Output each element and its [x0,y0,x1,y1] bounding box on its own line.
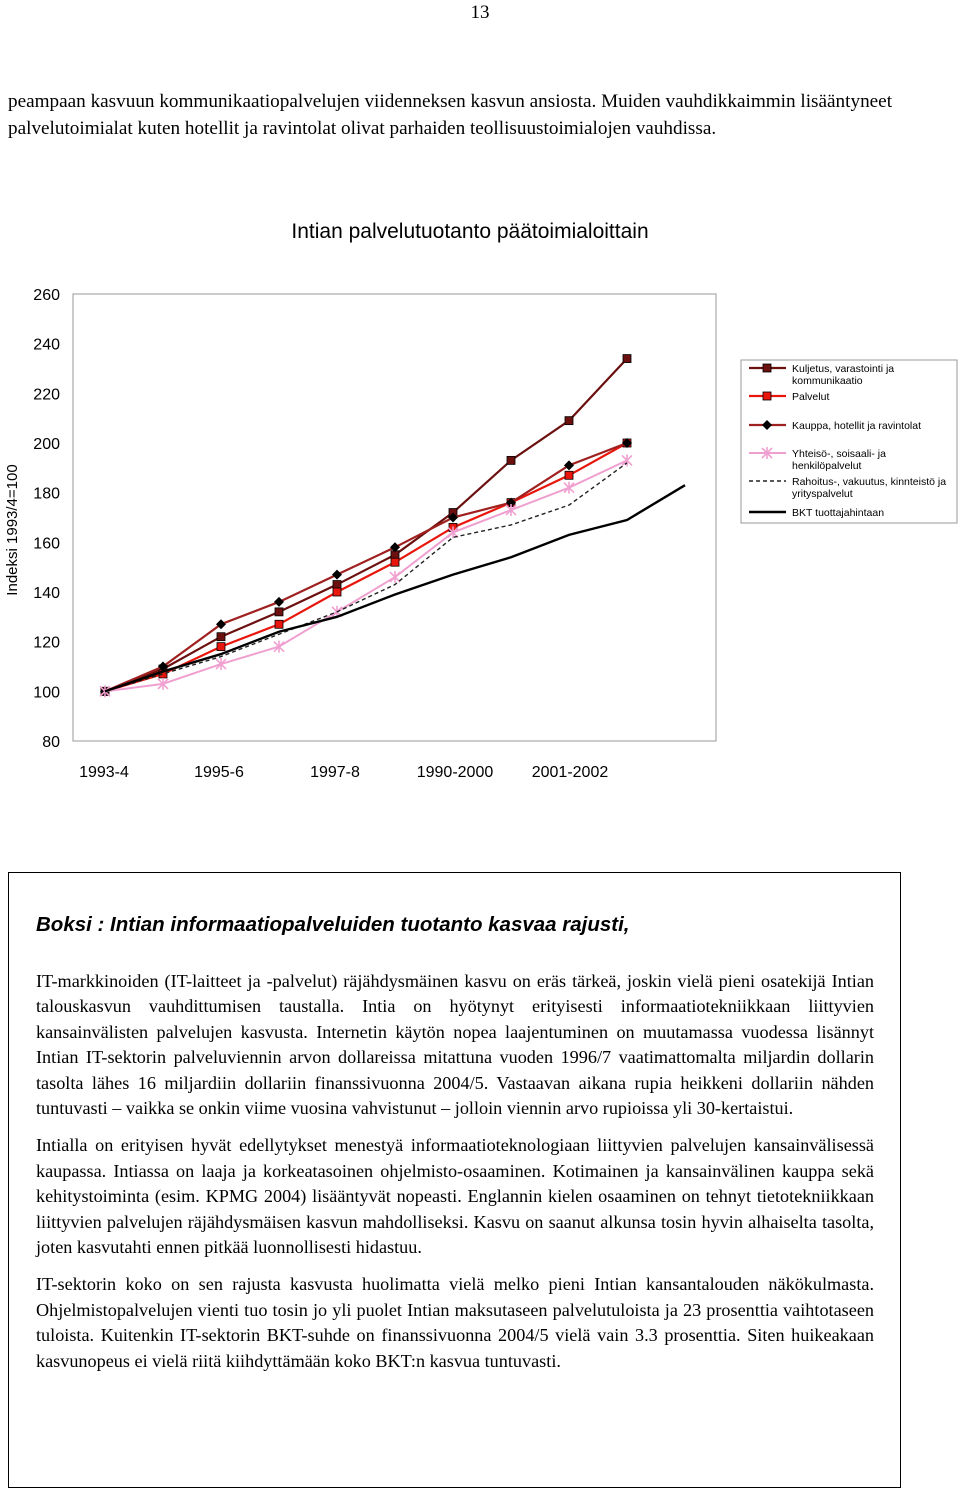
data-point-square [217,633,225,641]
x-tick-label: 1997-8 [310,764,360,781]
plot-area-frame [73,294,716,741]
data-point-star [622,454,632,466]
y-tick-label: 100 [33,684,60,702]
legend-label: Palvelut [792,391,830,403]
data-point-square [763,364,771,372]
x-tick-label: 2001-2002 [531,764,609,781]
y-tick-labels [33,287,60,751]
page-number: 13 [470,2,490,23]
data-point-square [217,643,225,651]
x-tick-labels [79,764,608,781]
data-point-star [216,658,226,670]
data-point-square [565,417,573,425]
box-paragraph-2: Intialla on erityisen hyvät edellytykset menestyä informaatioteknologiaan liittyvien palvelujen kansainvälisessä kaupassa. Intiassa on laaja ja korkeatasoinen ohjelmisto-osaaminen. Kotimainen ja kansainvälinen kauppa sekä kehitystoiminta (esim. KPMG 2004) lisääntyvät nopeasti. Englannin kielen osaaminen on tehnyt tietotekniikkaan liittyvien palvelujen räjähdysmäisen kasvun mahdolliseksi. Kasvu on saanut alkunsa tosin hyvin alhaiselta tasolta, joten kasvutahti ennen pitkää luonnollisesti hidastuu. [36,1135,874,1258]
y-tick-label: 120 [33,634,60,652]
data-point-diamond [332,570,342,580]
data-point-square [333,588,341,596]
x-tick-label: 1993-4 [79,764,129,781]
legend-label: Kuljetus, varastointi ja kommunikaatio [792,363,895,387]
legend-label: Yhteisö-, soisaali- ja henkilöpalvelut [792,448,886,472]
y-tick-label: 180 [33,485,60,503]
legend-label: Rahoitus-, vakuutus, kinnteistö ja yrityspalvelut [792,476,947,500]
data-point-star [564,482,574,494]
data-point-square [275,608,283,616]
box-body [36,969,874,1386]
data-point-square [333,581,341,589]
data-point-square [565,471,573,479]
data-point-square [623,355,631,363]
series-layer [100,355,685,698]
intro-paragraph: peampaan kasvuun kommunikaatiopalvelujen viidenneksen kasvun ansiosta. Muiden vauhdikkaimmin lisääntyneet palvelutoimialat kuten hotellit ja ravintolat olivat parhaiden teollisuustoimialojen vauhdissa. [8,91,893,139]
chart-title: Intian palvelutuotanto päätoimialoittain [291,220,649,243]
y-tick-label: 160 [33,535,60,553]
data-point-star [274,641,284,653]
y-tick-label: 200 [33,436,60,453]
data-point-square [507,456,515,464]
x-tick-label: 1990-2000 [416,764,494,781]
box-paragraph-3: IT-sektorin koko on sen rajusta kasvusta huolimatta vielä melko pieni Intian kansantalouden näkökulmasta. Ohjelmistopalvelujen vienti tuo tosin jo yli puolet Intian maksutaseen palvelutuloista ja 23 prosenttia vaihtotaseen tuloista. Kuitenkin IT-sektorin BKT-suhde on finanssivuonna 2004/5 vielä vain 3.3 prosenttia. Siten huikeakaan kasvunopeus ei vielä riitä kiihdyttämään koko BKT:n kasvua tuntuvasti. [36,1274,874,1371]
legend-label: BKT tuottajahintaan [792,507,885,519]
data-point-square [391,558,399,566]
data-point-diamond [274,597,284,607]
data-point-star [506,504,516,516]
y-tick-label: 240 [33,336,60,354]
data-point-square [275,620,283,628]
data-point-square [763,392,771,400]
box-title: Boksi : Intian informaatiopalveluiden tuotanto kasvaa rajusti, [36,913,630,936]
series-line [105,443,627,691]
info-box [8,872,901,1488]
box-paragraph-1: IT-markkinoiden (IT-laitteet ja -palvelut) räjähdysmäinen kasvu on eräs tärkeä, joskin vielä pieni osatekijä Intian talouskasvun vauhdittumisen taustalla. Intia on hyötynyt erityisesti informaatiotekniikkaan liittyvien kansainvälisten palvelujen kasvusta. Internetin käytön nopea laajentuminen on muutamassa vuodessa lisännyt Intian IT-sektorin palveluviennin arvon dollareissa mitattuna vuoden 1996/7 vaatimattomalta miljardin dollarin tasolta lähes 16 miljardiin dollariin finanssivuonna 2004/5. Vastaavan aikana rupia heikkeni dollariin nähden tuntuvasti – vaikka se onkin viime vuosina vahvistunut – jolloin viennin arvo rupioissa yli 30-kertaistui. [36,971,874,1119]
y-tick-label: 80 [42,734,60,751]
y-axis-label: Indeksi 1993/4=100 [4,464,21,596]
y-tick-label: 220 [33,386,60,404]
legend [741,360,957,523]
y-tick-label: 140 [33,585,60,602]
series-3 [100,438,632,696]
series-line [105,359,627,692]
series-1 [101,355,631,696]
y-tick-label: 260 [33,287,60,304]
service-production-chart [0,190,960,790]
data-point-star [390,571,400,583]
series-line [105,443,627,691]
x-tick-label: 1995-6 [194,764,244,781]
legend-label: Kauppa, hotellit ja ravintolat [792,420,921,432]
